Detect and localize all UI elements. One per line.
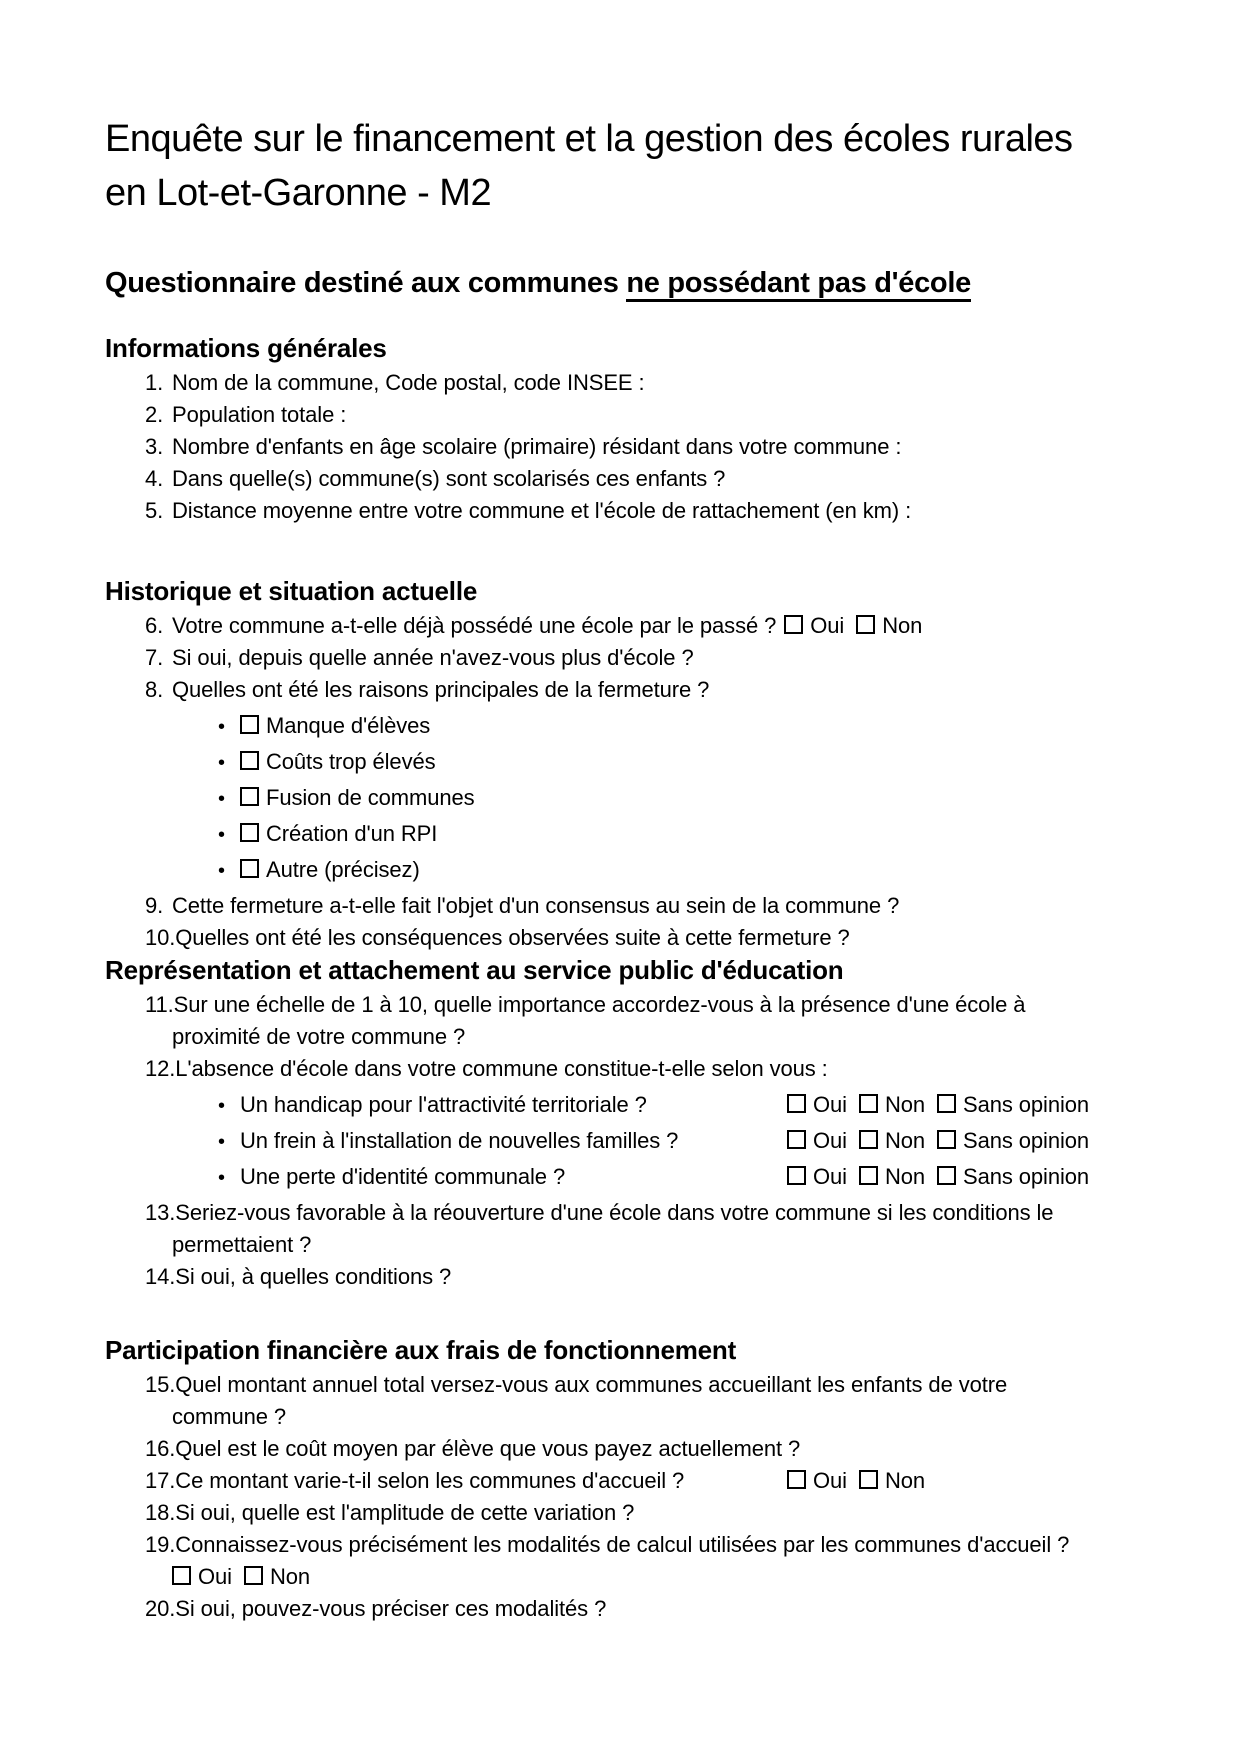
question-text: Seriez-vous favorable à la réouverture d'une école dans votre commune si les conditions le (175, 1200, 1054, 1225)
question-text: Quelles ont été les raisons principales de la fermeture ? (172, 677, 710, 702)
question-text: Si oui, quelle est l'amplitude de cette variation ? (175, 1500, 635, 1525)
question-number: 20. (145, 1596, 176, 1621)
option-non: Non (859, 1468, 925, 1493)
question-number: 19. (145, 1532, 176, 1557)
question-13 (145, 1197, 1136, 1261)
checkbox-icon[interactable] (937, 1166, 956, 1185)
checkbox-icon[interactable] (240, 859, 259, 878)
question-text: Ce montant varie-t-il selon les communes d'accueil ? (175, 1468, 685, 1493)
checkbox-icon[interactable] (856, 615, 875, 634)
question-5 (145, 495, 1136, 527)
subquestion-text: Un frein à l'installation de nouvelles familles ? (240, 1128, 679, 1153)
checklist-item (218, 782, 1136, 815)
checklist-item (218, 710, 1136, 743)
question-8 (145, 674, 1136, 887)
question-number: 2. (145, 402, 164, 427)
question-text: Nom de la commune, Code postal, code INSEE : (172, 370, 645, 395)
question-12-subquestions (172, 1089, 1136, 1194)
question-text: Si oui, à quelles conditions ? (175, 1264, 452, 1289)
subquestion (218, 1089, 1136, 1122)
checkbox-icon[interactable] (787, 1130, 806, 1149)
subquestion-text: Un handicap pour l'attractivité territoriale ? (240, 1092, 647, 1117)
option-sans-opinion: Sans opinion (937, 1128, 1089, 1153)
option-non: Non (244, 1564, 310, 1589)
question-text: Nombre d'enfants en âge scolaire (primaire) résidant dans votre commune : (172, 434, 902, 459)
option-oui: Oui (172, 1564, 232, 1589)
question-number: 16. (145, 1436, 176, 1461)
question-4 (145, 463, 1136, 495)
question-text: Sur une échelle de 1 à 10, quelle importance accordez-vous à la présence d'une école à (173, 992, 1026, 1017)
question-text-line2: proximité de votre commune ? (172, 1024, 466, 1049)
question-text: Population totale : (172, 402, 347, 427)
question-text: Distance moyenne entre votre commune et l'école de rattachement (en km) : (172, 498, 912, 523)
subquestion-options (787, 1161, 1089, 1193)
question-8-checklist (172, 710, 1136, 887)
question-number: 8. (145, 677, 164, 702)
question-number: 12. (145, 1056, 176, 1081)
question-number: 18. (145, 1500, 176, 1525)
section-heading-informations-generales: Informations générales (105, 333, 387, 363)
question-16 (145, 1433, 1136, 1465)
question-number: 15. (145, 1372, 176, 1397)
question-text: Dans quelle(s) commune(s) sont scolarisés ces enfants ? (172, 466, 726, 491)
checklist-label: Manque d'élèves (266, 713, 431, 738)
question-3 (145, 431, 1136, 463)
checkbox-icon[interactable] (937, 1094, 956, 1113)
question-text: Quel montant annuel total versez-vous aux communes accueillant les enfants de votre (175, 1372, 1008, 1397)
question-17 (145, 1465, 1136, 1497)
question-text: L'absence d'école dans votre commune constitue-t-elle selon vous : (175, 1056, 828, 1081)
option-non: Non (856, 613, 922, 638)
checklist-item (218, 854, 1136, 887)
checklist-label: Fusion de communes (266, 785, 475, 810)
checkbox-icon[interactable] (784, 615, 803, 634)
option-non: Non (859, 1164, 925, 1189)
question-2 (145, 399, 1136, 431)
question-19-options (172, 1561, 1136, 1593)
checkbox-icon[interactable] (859, 1166, 878, 1185)
checklist-item (218, 746, 1136, 779)
subquestion (218, 1161, 1136, 1194)
checkbox-icon[interactable] (240, 715, 259, 734)
question-text: Votre commune a-t-elle déjà possédé une école par le passé ? (172, 613, 777, 638)
question-text-line2: commune ? (172, 1404, 287, 1429)
question-number: 1. (145, 370, 164, 395)
checklist-label: Coûts trop élevés (266, 749, 436, 774)
option-non: Non (859, 1092, 925, 1117)
question-number: 9. (145, 893, 164, 918)
question-number: 10. (145, 925, 176, 950)
question-6-options (784, 613, 922, 638)
checkbox-icon[interactable] (172, 1566, 191, 1585)
question-19 (145, 1529, 1136, 1593)
question-text: Si oui, pouvez-vous préciser ces modalités ? (175, 1596, 607, 1621)
checkbox-icon[interactable] (787, 1094, 806, 1113)
option-sans-opinion: Sans opinion (937, 1092, 1089, 1117)
checkbox-icon[interactable] (787, 1166, 806, 1185)
option-non: Non (859, 1128, 925, 1153)
question-number: 3. (145, 434, 164, 459)
question-text: Connaissez-vous précisément les modalités de calcul utilisées par les communes d'accueil ? (175, 1532, 1070, 1557)
title-line-1: Enquête sur le financement et la gestion des écoles rurales (105, 118, 1073, 160)
questionnaire-heading (105, 263, 1136, 303)
question-9 (145, 890, 1136, 922)
checkbox-icon[interactable] (240, 787, 259, 806)
checkbox-icon[interactable] (240, 751, 259, 770)
checklist-label: Création d'un RPI (266, 821, 438, 846)
question-1 (145, 367, 1136, 399)
question-17-options (787, 1465, 925, 1497)
section-heading-representation: Représentation et attachement au service public d'éducation (105, 955, 844, 985)
question-number: 5. (145, 498, 164, 523)
question-7 (145, 642, 1136, 674)
questionnaire-heading-underlined: ne possédant pas d'école (626, 267, 971, 302)
question-number: 4. (145, 466, 164, 491)
subquestion (218, 1125, 1136, 1158)
checklist-label: Autre (précisez) (266, 857, 420, 882)
option-oui: Oui (787, 1128, 847, 1153)
checkbox-icon[interactable] (240, 823, 259, 842)
document-title (105, 112, 1136, 220)
questionnaire-heading-plain: Questionnaire destiné aux communes (105, 267, 627, 299)
option-sans-opinion: Sans opinion (937, 1164, 1089, 1189)
subquestion-options (787, 1125, 1089, 1157)
section-heading-participation: Participation financière aux frais de fonctionnement (105, 1335, 737, 1365)
question-6 (145, 610, 1136, 642)
question-text: Quelles ont été les conséquences observées suite à cette fermeture ? (175, 925, 850, 950)
checkbox-icon[interactable] (937, 1130, 956, 1149)
option-oui: Oui (784, 613, 844, 638)
question-text: Quel est le coût moyen par élève que vous payez actuellement ? (175, 1436, 801, 1461)
question-text: Si oui, depuis quelle année n'avez-vous plus d'école ? (172, 645, 694, 670)
subquestion-text: Une perte d'identité communale ? (240, 1164, 566, 1189)
question-number: 11. (145, 992, 174, 1017)
option-oui: Oui (787, 1092, 847, 1117)
checklist-item (218, 818, 1136, 851)
question-text-line2: permettaient ? (172, 1232, 312, 1257)
section-heading-historique: Historique et situation actuelle (105, 576, 478, 606)
question-number: 6. (145, 613, 164, 638)
checkbox-icon[interactable] (859, 1130, 878, 1149)
question-11 (145, 989, 1136, 1053)
checkbox-icon[interactable] (787, 1470, 806, 1489)
question-15 (145, 1369, 1136, 1433)
question-18 (145, 1497, 1136, 1529)
checkbox-icon[interactable] (859, 1094, 878, 1113)
question-number: 17. (145, 1468, 176, 1493)
option-oui: Oui (787, 1468, 847, 1493)
title-line-2: en Lot-et-Garonne - M2 (105, 172, 492, 214)
question-number: 13. (145, 1200, 176, 1225)
question-20 (145, 1593, 1136, 1625)
subquestion-options (787, 1089, 1089, 1121)
checkbox-icon[interactable] (244, 1566, 263, 1585)
question-number: 14. (145, 1264, 176, 1289)
question-number: 7. (145, 645, 164, 670)
question-12 (145, 1053, 1136, 1194)
question-14 (145, 1261, 1136, 1293)
option-oui: Oui (787, 1164, 847, 1189)
question-10 (145, 922, 1136, 954)
checkbox-icon[interactable] (859, 1470, 878, 1489)
question-text: Cette fermeture a-t-elle fait l'objet d'un consensus au sein de la commune ? (172, 893, 900, 918)
